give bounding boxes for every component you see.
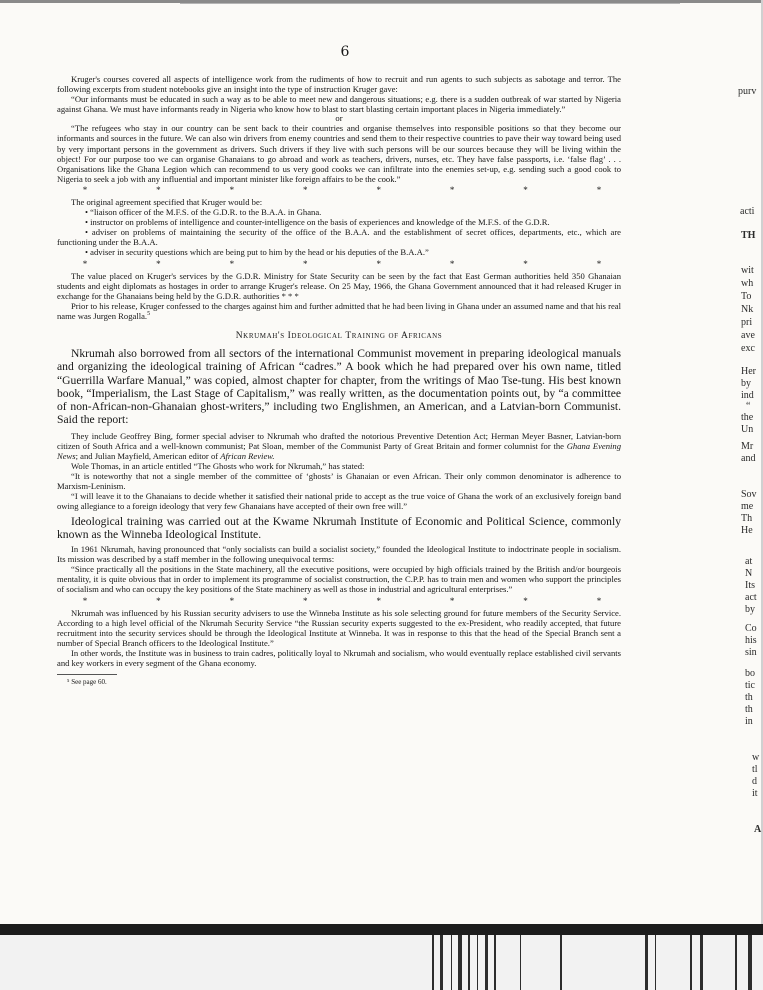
- star-mark: *: [156, 184, 161, 195]
- adjacent-page-fragment: ave: [741, 330, 755, 341]
- adjacent-page-fragment: purv: [738, 86, 757, 97]
- star-mark: *: [82, 258, 88, 269]
- notebook-quote-1: “Our informants must be educated in such a way as to be able to meet new and dangerous situations; e.g. there is a sudden outbreak of war started by Nigeria against Ghana. We must have informants ready in Nigeria who know how to blast to start blasting certain important places in Nigeria immediately.”: [57, 94, 621, 115]
- adjacent-page-fragment: Un: [741, 424, 754, 435]
- value-paragraph: The value placed on Kruger's services by the G.D.R. Ministry for State Security can be seen by the fact that East German authorities held 350 Ghanaian students and eight diplomats as hostages in order to arrange Kruger's release. On 25 May, 1966, the Ghana Government announced that it had released Kruger in exchange for the Ghanaians being held by the G.D.R. authorities * * *: [57, 270, 621, 301]
- agreement-bullet: • “liaison officer of the M.F.S. of the G.D.R. to the B.A.A. in Ghana.: [85, 207, 322, 218]
- adjacent-page-fragment: N: [745, 568, 753, 579]
- star-mark: *: [596, 258, 602, 269]
- adjacent-page-fragment: Its: [745, 580, 755, 591]
- national-pride-quote: “I will leave it to the Ghanaians to decide whether it satisfied their national pride to accept as the true voice of Ghana the work of an exclusively foreign band owing allegiance to a foreign ideology that very few Ghanaians have accepted of their own free will.”: [57, 491, 621, 512]
- adjacent-page-fragment: ind: [741, 390, 754, 401]
- adjacent-page-fragment: th: [745, 704, 753, 715]
- adjacent-page-fragment: by: [745, 604, 755, 615]
- adjacent-page-fragment: Her: [741, 366, 756, 377]
- scanner-light-band: [0, 935, 763, 990]
- founding-paragraph: In 1961 Nkrumah, having pronounced that “only socialists can build a socialist society,” founded the Ideological Institute to indoctrinate people in socialism. Its mission was described by a staff member in the following unequivocal terms:: [57, 544, 621, 565]
- adjacent-page-fragment: in: [745, 716, 753, 727]
- star-mark: *: [303, 595, 308, 606]
- adjacent-page-fragment: the: [741, 412, 754, 423]
- adjacent-page-fragment: “: [746, 401, 751, 412]
- star-mark: *: [303, 258, 308, 269]
- state-machinery-quote: “Since practically all the positions in the State machinery, all the executive positions, were occupied by high officials trained by the British and/or bourgeois mentality, it is quite obvious that in order to implement its programme of socialist construction, the C.P.P. has to train men and women who support the principles of socialism and who can occupy the key positions of the State machinery as well as those in industrial and agricultural enterprises.”: [57, 564, 621, 595]
- agreement-bullet: • instructor on problems of intelligence and counter-intelligence on the basis of experiences and knowledge of the M.F.S. of the G.D.R.: [85, 217, 550, 228]
- star-mark: *: [376, 258, 381, 269]
- ghost-writers-text-b: ; and Julian Mayfield, American editor of: [75, 450, 221, 461]
- star-mark: *: [449, 258, 455, 269]
- star-mark: *: [156, 595, 161, 606]
- adjacent-page-fragment: Th: [741, 513, 753, 524]
- prior-release-paragraph: [57, 301, 621, 321]
- star-mark: *: [303, 184, 308, 195]
- adjacent-page-fragment: his: [745, 635, 757, 646]
- adjacent-page-fragment: th: [745, 692, 753, 703]
- adjacent-page-fragment: acti: [740, 206, 755, 217]
- scanner-stripe: [494, 935, 496, 990]
- cadres-paragraph: In other words, the Institute was in business to train cadres, politically loyal to Nkrumah and socialism, who would eventually replace established civil servants and key workers in every segment of the Ghana economy.: [57, 647, 621, 669]
- star-mark: *: [523, 595, 528, 606]
- scanner-stripe: [735, 935, 737, 990]
- adjacent-page-fragment: A: [754, 824, 762, 835]
- adjacent-page-fragment: wit: [741, 265, 754, 276]
- scanner-stripe: [655, 935, 656, 990]
- scanner-stripe: [440, 935, 443, 990]
- star-mark: *: [449, 184, 455, 195]
- scanner-stripe: [700, 935, 703, 990]
- page-content: [57, 74, 621, 686]
- notebook-quote-2: “The refugees who stay in our country can be sent back to their countries and organise themselves into responsible positions so that they become our informants and sources in the future. We can also win drivers from enemy countries and send them to their respective countries to pave their way toward being used by very important persons in the government as drivers. Such drivers if they live with such persons will be our sources because they will be living within the object! For our purpose too we can organise Ghanaians to go abroad and work as teachers, drivers, nurses, etc. They have false passports, i.e. ‘false flag’ . . . Organisations like the Ghana Legion which can recommend to us very good cooks we can infiltrate into the enemies set-up, e.g. sending such a good cook to Nigeria to seek a job with any influential and important minister like foreign affairs to be the cook.”: [57, 123, 621, 184]
- scanner-stripe: [748, 935, 752, 990]
- prior-release-text: Prior to his release, Kruger confessed to the charges against him and further admitted that he had been living in Ghana under an assumed name and that his real name was Jurgen Rogalla.: [57, 300, 621, 321]
- adjacent-page-fragment: exc: [741, 343, 755, 354]
- star-mark: *: [523, 184, 528, 195]
- star-mark: *: [376, 184, 381, 195]
- ghost-writers-paragraph: [57, 431, 621, 461]
- page-number: 6: [340, 44, 350, 60]
- adjacent-page-fragment: sin: [745, 647, 757, 658]
- star-divider-1: [57, 185, 621, 196]
- security-service-paragraph: Nkrumah was influenced by his Russian security advisers to use the Winneba Institute as his sole selecting ground for future members of the Security Service. According to a high level official of the Nkrumah Security Service “the Russian security experts suggested to the ex-President, who readily accepted, that future recruitment into the security services should be through the Ideological Institute at Winneba. It was in response to this that the head of the Special Branch sent a number of Special Branch officers to the Ideological Institute.”: [57, 607, 621, 648]
- scanner-stripe: [451, 935, 452, 990]
- noteworthy-quote: “It is noteworthy that not a single member of the committee of ‘ghosts’ is Ghanaian or even African. Their only common denominator is adherence to Marxism-Leninism.: [57, 471, 621, 492]
- adjacent-page-fragment: Nk: [741, 304, 754, 315]
- star-mark: *: [596, 184, 602, 195]
- winneba-paragraph: Ideological training was carried out at the Kwame Nkrumah Institute of Economic and Political Science, commonly known as the Winneba Ideological Institute.: [57, 514, 621, 541]
- adjacent-page-fragment: it: [752, 788, 758, 799]
- wole-thomas-paragraph: Wole Thomas, in an article entitled “The Ghosts who work for Nkrumah,” has stated:: [71, 461, 365, 472]
- section-heading: Nkrumah's Ideological Training of Africans: [235, 330, 443, 341]
- star-mark: *: [82, 595, 88, 606]
- star-mark: *: [229, 258, 235, 269]
- star-mark: *: [596, 595, 602, 606]
- footnote-marker: 5: [147, 311, 151, 318]
- or-separator: or: [335, 113, 343, 124]
- star-mark: *: [229, 595, 235, 606]
- adjacent-page-fragment: by: [741, 378, 751, 389]
- footnote: ⁵ See page 60.: [67, 678, 107, 687]
- adjacent-page-fragment: TH: [741, 230, 756, 241]
- star-divider-3: [57, 596, 621, 607]
- star-mark: *: [449, 595, 455, 606]
- ideological-manuals-paragraph: Nkrumah also borrowed from all sectors of the international Communist movement in preparing ideological manuals and organizing the ideological training of African “cadres.” A book which he had prepared over his own name, titled “Guerrilla Warfare Manual,” was copied, almost chapter for chapter, from the writings of Mao Tse-tung. His best known book, “Imperialism, the Last Stage of Capitalism,” was really written, as the documentation points out, by “a committee of non-African-non-Ghanaian ghost-writers,” including two Englishmen, an American, and a Latvian-born Communist. Said the report:: [57, 346, 621, 427]
- adjacent-page-fragment: at: [745, 556, 753, 567]
- adjacent-page-fragment: tl: [752, 764, 758, 775]
- african-review: African Review.: [220, 450, 275, 461]
- adjacent-page-fragment: act: [745, 592, 757, 603]
- scanner-stripe: [520, 935, 521, 990]
- star-mark: *: [376, 595, 381, 606]
- ghost-writers-text-a: They include Geoffrey Bing, former special adviser to Nkrumah who drafted the notorious Preventive Detention Act; Herman Meyer Basner, Latvian-born citizen of South Africa and a well-known communist; Pat Sloan, member of the Communist Party of Great Britain and former columnist for the: [57, 430, 621, 451]
- adjacent-page-fragment: bo: [745, 668, 755, 679]
- adjacent-page-fragment: Mr: [741, 441, 754, 452]
- ghana-evening-news: Ghana Evening News: [57, 440, 621, 461]
- adjacent-page-fragment: d: [752, 776, 757, 787]
- adjacent-page-fragment: pri: [741, 317, 753, 328]
- star-mark: *: [523, 258, 528, 269]
- adjacent-page-fragment: w: [752, 752, 760, 763]
- adjacent-page-fragment: and: [741, 453, 756, 464]
- adjacent-page-fragment: To: [741, 291, 752, 302]
- footnote-rule: [57, 674, 117, 675]
- star-mark: *: [156, 258, 161, 269]
- adjacent-page-fragment: wh: [741, 278, 754, 289]
- scanner-stripe: [560, 935, 562, 990]
- scanner-stripe: [432, 935, 434, 990]
- adjacent-page-fragment: tic: [745, 680, 755, 691]
- agreement-bullet: • adviser on problems of maintaining the security of the office of the B.A.A. and the establishment of secret offices, departments, etc., which are functioning under the B.A.A.: [57, 227, 621, 248]
- scan-top-edge-faint: [180, 3, 680, 4]
- star-divider-2: [57, 259, 621, 270]
- scanner-stripe: [458, 935, 462, 990]
- agreement-bullet: • adviser in security questions which are being put to him by the head or his deputies of the B.A.A.”: [85, 247, 429, 258]
- kruger-courses-paragraph: Kruger's courses covered all aspects of intelligence work from the rudiments of how to recruit and run agents to such subjects as sabotage and terror. The following excerpts from student notebooks give an insight into the type of instruction Kruger gave:: [57, 74, 621, 95]
- adjacent-page-fragment: Co: [745, 623, 757, 634]
- scanner-stripe: [485, 935, 488, 990]
- star-mark: *: [229, 184, 235, 195]
- adjacent-page-fragment: me: [741, 501, 754, 512]
- scanner-stripe: [477, 935, 478, 990]
- adjacent-page-fragment: Sov: [741, 489, 757, 500]
- scanner-stripe: [468, 935, 470, 990]
- scanner-stripe: [645, 935, 648, 990]
- star-mark: *: [82, 184, 88, 195]
- agreement-intro: The original agreement specified that Kruger would be:: [71, 196, 263, 207]
- scanner-stripe: [690, 935, 692, 990]
- adjacent-page-fragment: He: [741, 525, 753, 536]
